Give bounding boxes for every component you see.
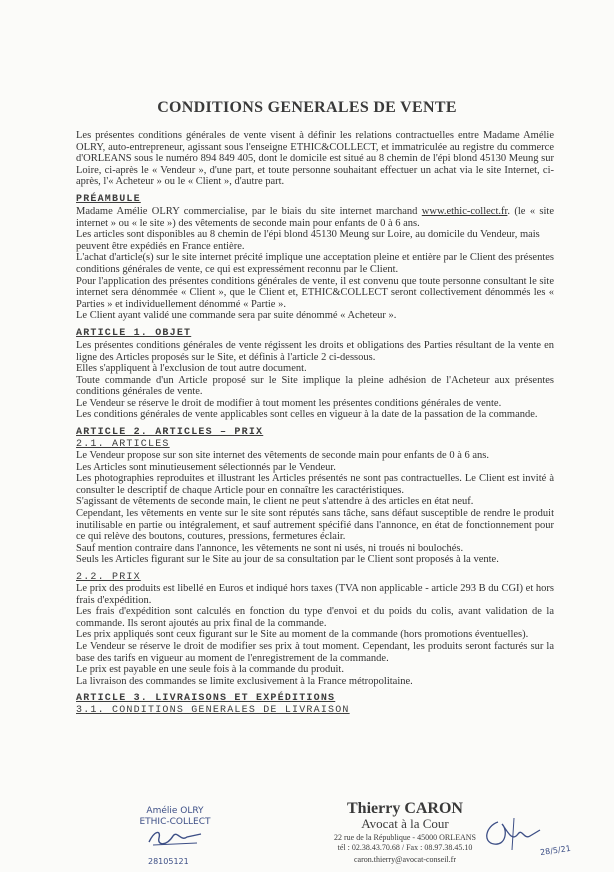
website-link[interactable]: www.ethic-collect.fr xyxy=(421,205,508,217)
article-2-1-paragraph: Le Vendeur propose sur son site internet des vêtements de seconde main pour enfants de 0 à 6 ans. xyxy=(76,450,489,462)
article-1-paragraph: Toute commande d'un Article proposé sur le Site implique la pleine adhésion de l'Acheteur aux présentes conditions générales de vente. xyxy=(76,374,554,398)
article-2-2-paragraph: Le prix des produits est libellé en Euros et indiqué hors taxes (TVA non applicable - article 293 B du CGI) et hors frais d'expédition. xyxy=(76,583,554,606)
article-2-heading: ARTICLE 2. ARTICLES – PRIX xyxy=(76,427,264,439)
article-1-paragraph: Les présentes conditions générales de vente régissent les droits et obligations des Parties résultant de la vente en ligne des Articles proposés sur le Site, et définis à l'article 2 ci-dessous. xyxy=(76,339,554,363)
lawyer-role: Avocat à la Cour xyxy=(361,816,449,831)
article-3-heading: ARTICLE 3. LIVRAISONS ET EXPÉDITIONS xyxy=(76,693,336,705)
signature-scribble-icon xyxy=(145,828,205,848)
article-2-1-paragraph: S'agissant de vêtements de seconde main, le client ne peut s'attendre à des articles en état neuf. xyxy=(76,496,474,508)
article-1-paragraph: Le Vendeur se réserve le droit de modifier à tout moment les présentes conditions générales de vente. xyxy=(76,397,502,409)
article-1-paragraph: Les conditions générales de vente applicables sont celles en vigueur à la date de la passation de la commande. xyxy=(76,409,538,421)
article-2-1-paragraph: Les Articles sont minutieusement sélectionnés par le Vendeur. xyxy=(76,461,336,473)
preambule-text: . (le « site internet » ou « le site ») des vêtements de seconde main pour enfants de 0 à 6 ans. xyxy=(76,205,554,229)
lawyer-email: caron.thierry@avocat-conseil.fr xyxy=(354,855,456,864)
preambule-paragraph: Pour l'application des présentes conditions générales de vente, il est convenu que toute personne consultant le site internet sera dénommée « Client », que le Client et, ETHIC&COLLECT seront collectivement dénommés les « Parties » et individuellement dénommé « Partie ». xyxy=(76,275,554,310)
intro-paragraph: Les présentes conditions générales de vente visent à définir les relations contractuelles entre Madame Amélie OLRY, auto-entrepreneur, agissant sous l'enseigne ETHIC&COLLECT, et immatriculée au registre du commerce d'ORLEANS sous le numéro 894 849 405, dont le domicile est situé au 8 chemin de l'épi blond 45130 Meung sur Loire, ci-après le « Vendeur », d'une part, et toute personne souhaitant effectuer un achat via le site Internet, ci-après, l'« Acheteur » ou le « Client », d'autre part. xyxy=(76,130,554,188)
article-2-1-subheading: 2.1. ARTICLES xyxy=(76,439,170,451)
signature-scribble-icon xyxy=(478,812,548,856)
article-2-1-paragraph: Cependant, les vêtements en vente sur le site sont réputés sans tâche, sans défaut susceptible de rendre le produit inutilisable en partie ou intégralement, et sauf autrement spécifié dans l'annonce, en état de fonctionnement pour ce qui relève des boutons, coutures, pressions, fermetures éclair. xyxy=(76,508,554,543)
document-body xyxy=(76,130,554,716)
article-2-1-paragraph: Seuls les Articles figurant sur le Site au jour de sa consultation par le Client sont proposés à la vente. xyxy=(76,554,499,566)
article-2-2-paragraph: Les prix appliqués sont ceux figurant sur le Site au moment de la commande (hors promotions éventuelles). xyxy=(76,629,529,641)
preambule-text: Madame Amélie OLRY commercialise, par le biais du site internet marchand xyxy=(76,205,422,217)
preambule-heading: PRÉAMBULE xyxy=(76,193,141,205)
article-3-1-subheading: 3.1. CONDITIONS GENERALES DE LIVRAISON xyxy=(76,705,350,717)
article-1-paragraph: Elles s'appliquent à l'exclusion de tout autre document. xyxy=(76,363,307,375)
signature-date: 28/5/21 xyxy=(539,843,572,858)
article-2-2-paragraph: Le Vendeur se réserve le droit de modifier ses prix à tout moment. Cependant, les produits seront facturés sur la base des tarifs en vigueur au moment de l'enregistrement de la commande. xyxy=(76,640,554,664)
signature-left xyxy=(120,806,230,866)
article-2-1-paragraph: Les photographies reproduites et illustrant les Articles présentés ne sont pas contractuelles. Le Client est invité à consulter le descriptif de chaque Article pour en connaître les caractéristiques. xyxy=(76,473,554,496)
signature-company: ETHIC-COLLECT xyxy=(139,817,211,827)
article-2-2-subheading: 2.2. PRIX xyxy=(76,572,141,583)
preambule-paragraph xyxy=(76,206,554,229)
article-2-2-paragraph: La livraison des commandes se limite exclusivement à la France métropolitaine. xyxy=(76,675,413,687)
article-2-2-paragraph: Le prix est payable en une seule fois à la commande du produit. xyxy=(76,664,344,676)
article-2-1-paragraph: Sauf mention contraire dans l'annonce, les vêtements ne sont ni usés, ni troués ni boulochés. xyxy=(76,542,464,554)
lawyer-address: 22 rue de la République - 45000 ORLEANS xyxy=(334,833,476,842)
preambule-paragraph: Les articles sont disponibles au 8 chemin de l'épi blond 45130 Meung sur Loire, au domicile du Vendeur, mais peuvent être expédiés en France entière. xyxy=(76,229,540,252)
signature-date: 28105121 xyxy=(148,857,189,866)
article-2-2-paragraph: Les frais d'expédition sont calculés en fonction du type d'envoi et du poids du colis, avant validation de la commande. Ils seront ajoutés au prix final de la commande. xyxy=(76,606,554,629)
document-title: CONDITIONS GENERALES DE VENTE xyxy=(157,99,457,116)
signature-right xyxy=(478,812,572,861)
preambule-paragraph: Le Client ayant validé une commande sera par suite dénommé « Acheteur ». xyxy=(76,310,397,322)
article-1-heading: ARTICLE 1. OBJET xyxy=(76,327,192,339)
preambule-paragraph: L'achat d'article(s) sur le site internet précité implique une acceptation pleine et entière par le Client des présentes conditions générales de vente, ce qui est expressément reconnu par le Client. xyxy=(76,252,554,275)
lawyer-name: Thierry CARON xyxy=(347,800,463,817)
lawyer-phone: tél : 02.38.43.70.68 / Fax : 08.97.38.45.10 xyxy=(337,843,473,852)
signature-name: Amélie OLRY xyxy=(146,806,204,816)
